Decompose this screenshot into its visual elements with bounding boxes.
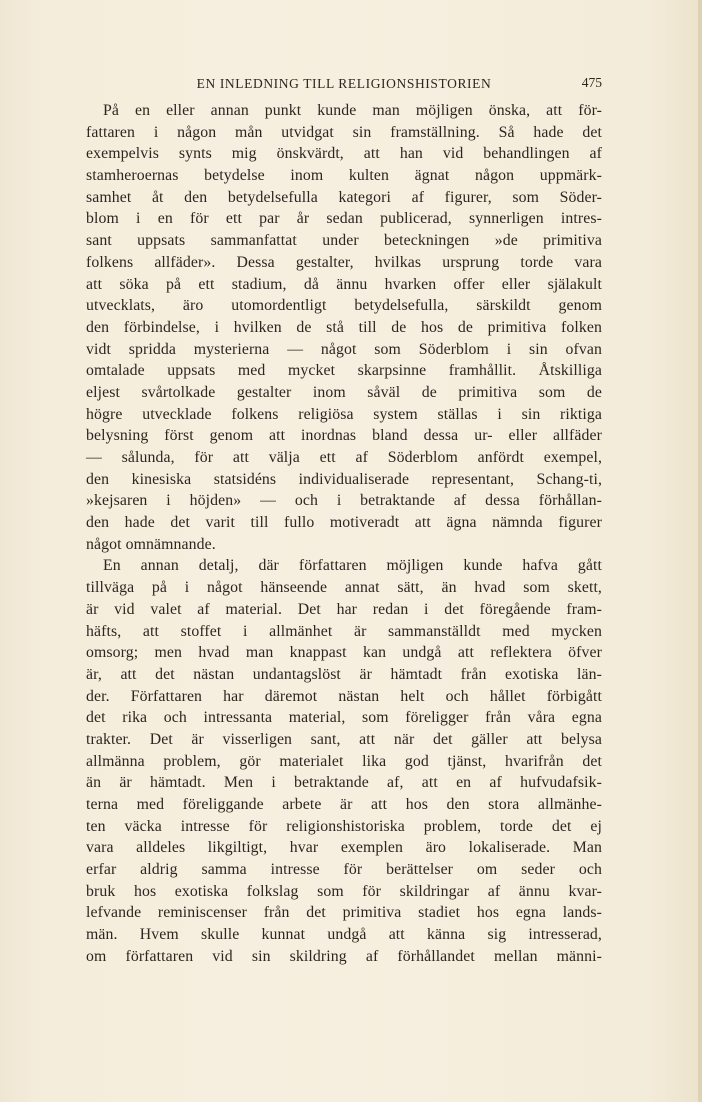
text-line: att söka på ett stadium, då ännu hvarken offer eller själakult xyxy=(86,275,602,293)
text-line: eljest svårtolkade gestalter inom såväl de primitiva som de xyxy=(86,383,602,401)
text-line: är, att det nästan undantagslöst är hämtadt från exotiska län- xyxy=(86,665,602,683)
text-line: »kejsaren i höjden» — och i betraktande af dessa förhållan- xyxy=(86,492,602,510)
text-line: sant uppsats sammanfattat under beteckningen »de primitiva xyxy=(86,232,602,250)
text-line: erfar aldrig samma intresse för berättelser om seder och xyxy=(86,861,602,879)
text-line: belysning först genom att inordnas bland dessa ur- eller allfäder xyxy=(86,427,602,445)
text-line: exempelvis synts mig önskvärdt, att han vid behandlingen af xyxy=(86,145,602,163)
text-line: omsorg; men hvad man knappast kan undgå att reflektera öfver xyxy=(86,644,602,662)
text-line: är vid valet af material. Det har redan i det föregående fram- xyxy=(86,600,602,618)
text-line: än är hämtadt. Men i betraktande af, att en af hufvudafsik- xyxy=(86,774,602,792)
text-line: stamheroernas betydelse inom kulten ägnat någon uppmärk- xyxy=(86,167,602,185)
text-line: lefvande reminiscenser från det primitiva stadiet hos egna lands- xyxy=(86,904,602,922)
text-line: den kinesiska statsidéns individualiserade representant, Schang-ti, xyxy=(86,470,602,488)
text-line: På en eller annan punkt kunde man möjligen önska, att för- xyxy=(103,102,602,119)
text-line: bruk hos exotiska folkslag som för skildringar af ännu kvar- xyxy=(86,882,602,900)
text-line: ten väcka intresse för religionshistoriska problem, torde det ej xyxy=(86,817,602,835)
text-line: den hade det varit till fullo motiveradt att ägna nämnda figurer xyxy=(86,514,602,532)
text-line: omtalade uppsats med mycket skarpsinne framhållit. Åtskilliga xyxy=(86,362,602,380)
text-line: vidt spridda mysterierna — något som Söderblom i sin ofvan xyxy=(86,340,602,358)
page-header xyxy=(86,72,602,94)
running-title: EN INLEDNING TILL RELIGIONSHISTORIEN xyxy=(196,76,492,91)
text-line: allmänna problem, gör materialet lika god tjänst, hvarifrån det xyxy=(86,752,602,770)
text-line: vara alldeles likgiltigt, hvar exemplen äro lokaliserade. Man xyxy=(86,839,602,857)
page-edge xyxy=(698,0,702,1102)
text-line: utvecklats, äro utomordentligt betydelsefulla, särskildt genom xyxy=(86,297,602,315)
text-line: något omnämnande. xyxy=(86,535,216,553)
text-line: — sålunda, för att välja ett af Söderblom anfördt exempel, xyxy=(86,449,602,466)
text-line: om författaren vid sin skildring af förhållandet mellan männi- xyxy=(86,947,602,965)
text-line: folkens allfäder». Dessa gestalter, hvilkas ursprung torde vara xyxy=(86,253,602,271)
text-line: blom i en för ett par år sedan publicerad, synnerligen intres- xyxy=(86,210,602,228)
text-line: fattaren i någon mån utvidgat sin framställning. Så hade det xyxy=(86,123,602,141)
text-line: der. Författaren har däremot nästan helt och hållet förbigått xyxy=(86,687,602,705)
text-line: samhet åt den betydelsefulla kategori af figurer, som Söder- xyxy=(86,188,602,206)
text-line: högre utvecklade folkens religiösa system ställas i sin riktiga xyxy=(86,405,602,423)
text-line: häfts, att stoffet i allmänhet är sammanställdt med mycken xyxy=(86,622,602,640)
text-line: det rika och intressanta material, som föreligger från våra egna xyxy=(86,709,602,727)
text-line: trakter. Det är visserligen sant, att när det gäller att belysa xyxy=(86,730,602,748)
text-line: män. Hvem skulle kunnat undgå att känna sig intresserad, xyxy=(86,926,602,944)
body-text xyxy=(86,100,602,968)
text-line: den förbindelse, i hvilken de stå till de hos de primitiva folken xyxy=(86,318,602,336)
page-number: 475 xyxy=(581,75,602,90)
text-line: terna med föreliggande arbete är att hos den stora allmänhe- xyxy=(86,796,602,813)
text-line: En annan detalj, där författaren möjligen kunde hafva gått xyxy=(103,557,602,575)
text-line: tillväga på i något hänseende annat sätt, än hvad som skett, xyxy=(86,579,602,597)
